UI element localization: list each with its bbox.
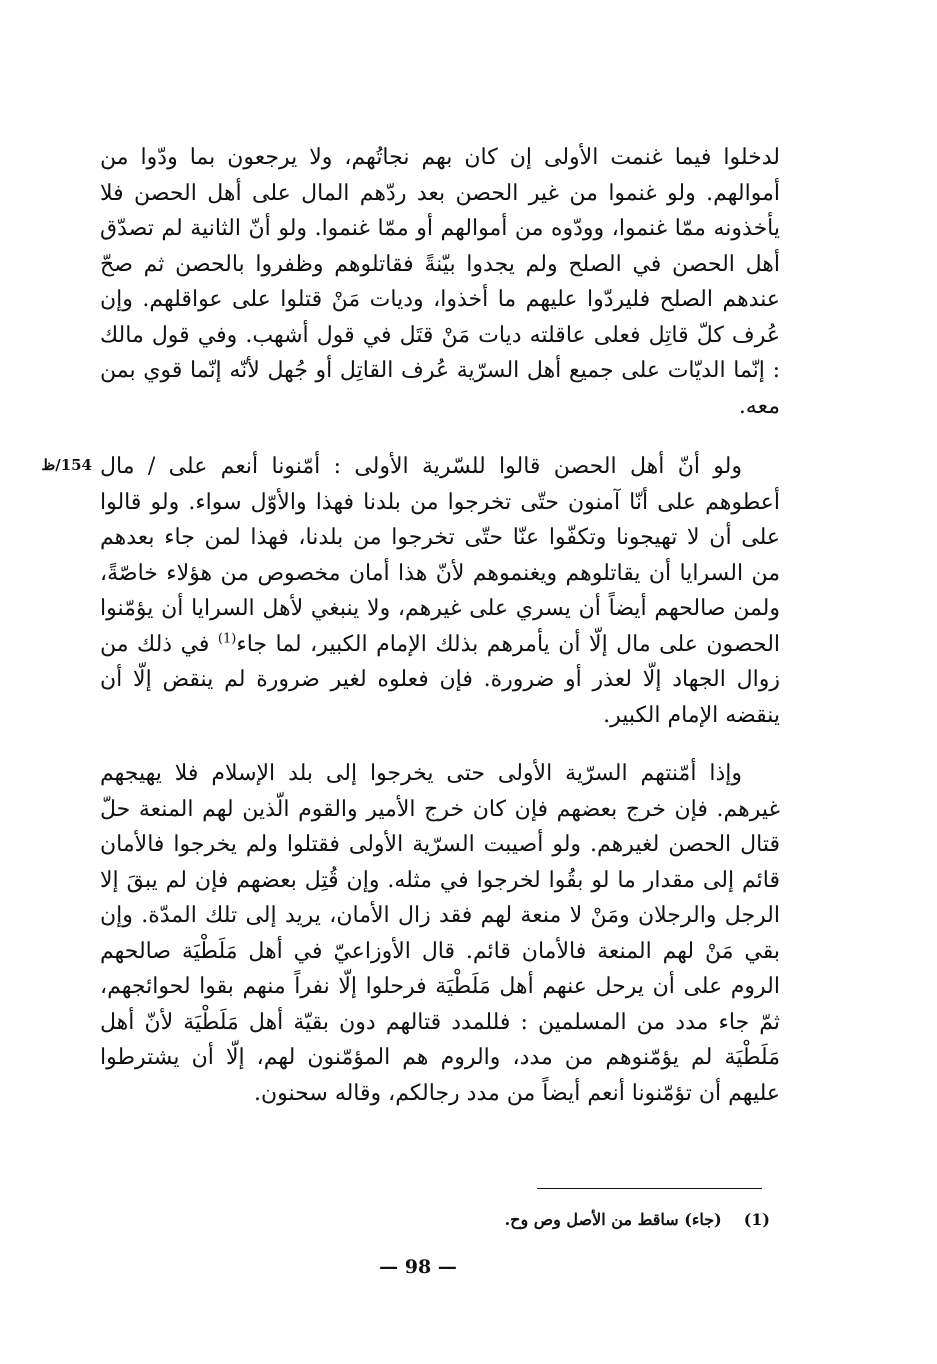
- paragraph-3: وإذا أمّنتهم السرّية الأولى حتى يخرجوا إلى بلد الإسلام فلا يهيجهم غيرهم. فإن خرج بعضهم فإن كان خرج الأمير والقوم الّذين لهم المنعة حلّ قتال الحصن لغيرهم. ولو أصيبت السرّية الأولى فقتلوا ولم يخرجوا فالأمان قائم إلى مقدار ما لو بقُوا لخرجوا في مثله. وإن قُتِل بعضهم فإن لم يبقَ إلا الرجل والرجلان ومَنْ لا منعة لهم فقد زال الأمان، يريد إلى تلك المدّة. وإن بقي مَنْ لهم المنعة فالأمان قائم. قال الأوزاعيّ في أهل مَلَطْيَة صالحهم الروم على أن يرحل عنهم أهل مَلَطْيَة فرحلوا إلّا نفراً منهم بقوا لحوائجهم، ثمّ جاء مدد من المسلمين : فللمدد قتالهم دون بقيّة أهل مَلَطْيَة لأنّ أهل مَلَطْيَة لم يؤمّنوهم من مدد، والروم هم المؤمّنون لهم، إلّا أن يشترطوا عليهم أن تؤمّنونا أنعم أيضاً من مدد رجالكم، وقاله سحنون.: [100, 761, 780, 1106]
- footnote-divider: [537, 1188, 762, 1189]
- paragraph-2-text-b: في ذلك من زوال الجهاد إلّا لعذر أو ضرورة. فإن فعلوه لغير ضرورة لم ينقض إلّا أن ينقضه الإمام الكبير.: [100, 631, 780, 728]
- footnote-reference: (1): [217, 631, 237, 647]
- footnote-number: (1): [743, 1210, 770, 1229]
- footnote-text: (جاء) ساقط من الأصل وص وح.: [504, 1210, 722, 1229]
- paragraph-2: [100, 449, 780, 733]
- paragraph-2-text-a: ولو أنّ أهل الحصن قالوا للسّرية الأولى : أمّنونا أنعم على / مال أعطوهم على أنّا آمنون حتّى تخرجوا من بلدنا فهذا والأوّل سواء. ولو قالوا على أن لا تهيجونا وتكفّوا عنّا حتّى تخرجوا من بلدنا، فهذا لمن جاء بعدهم من السرايا أن يقاتلوهم ويغنموهم لأنّ هذا أمان مخصوص من هؤلاء خاصّةً، ولمن صالحهم أيضاً أن يسري على غيرهم، ولا ينبغي لأهل السرايا أن يؤمّنوا الحصون على مال إلّا أن يأمرهم بذلك الإمام الكبير، لما جاء: [100, 454, 781, 657]
- paragraph-1: لدخلوا فيما غنمت الأولى إن كان بهم نجاتُهم، ولا يرجعون بما ودّوا من أموالهم. ولو غنموا من غير الحصن بعد ردّهم المال على أهل الحصن فلا يأخذونه ممّا غنموا، وودّوه من أموالهم أو ممّا غنموا. ولو أنّ الثانية لم تصدّق أهل الحصن في الصلح ولم يجدوا بيّنةً فقاتلوهم وظفروا بالحصن ثم صحّ عندهم الصلح فليردّوا عليهم ما أخذوا، وديات مَنْ قتلوا على عواقلهم. وإن عُرف كلّ قاتِل فعلى عاقلته ديات مَنْ قتَل في قول أشهب. وفي قول مالك : إنّما الديّات على جميع أهل السرّية عُرف القاتِل أو جُهل لأنّه إنّما قوي بمن معه.: [100, 145, 780, 419]
- footnote: [380, 1210, 770, 1229]
- page-number: — 98 —: [379, 1256, 457, 1278]
- margin-folio-note: 154/ظ: [41, 456, 92, 474]
